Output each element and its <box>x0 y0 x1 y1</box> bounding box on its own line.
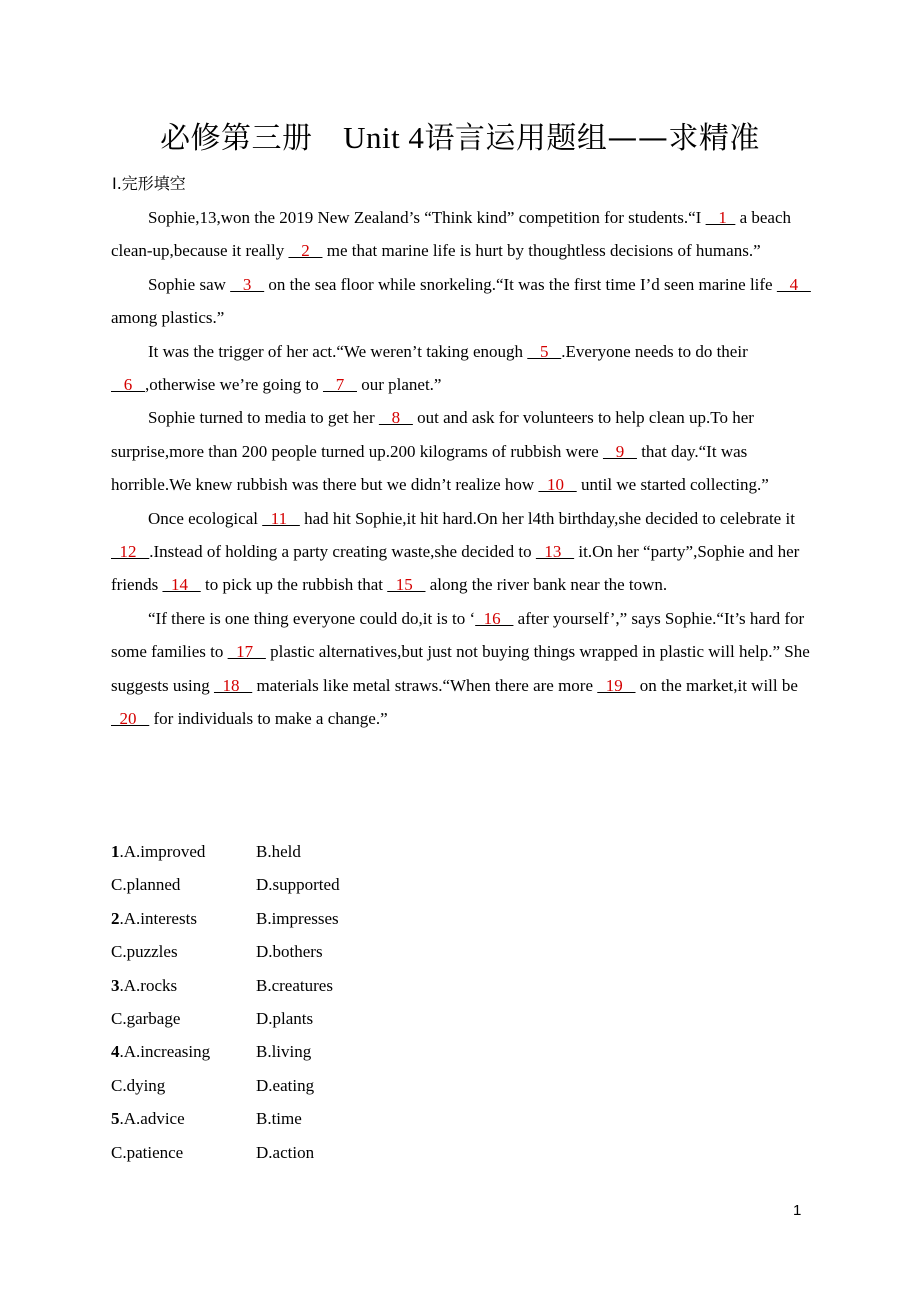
blank-19: 19 <box>597 675 636 695</box>
option-d: D.eating <box>256 1075 315 1095</box>
option-b: B.impresses <box>256 908 339 928</box>
blank-11: 11 <box>262 508 300 528</box>
option-d: D.bothers <box>256 942 323 962</box>
passage-text: plastic alternatives,but just not buying things wrapped in plastic will help.” She suggests using <box>111 642 810 695</box>
passage-text: Once ecological <box>148 508 263 528</box>
option-b: B.time <box>256 1109 302 1129</box>
blank-17: 17 <box>227 642 266 662</box>
passage-text: among plastics.” <box>111 308 225 328</box>
blank-18: 18 <box>213 675 253 695</box>
passage-text: until we started collecting.” <box>576 475 769 495</box>
question-1 <box>111 835 611 902</box>
paragraph-2 <box>111 268 811 335</box>
question-4 <box>111 1035 611 1102</box>
option-c: C.puzzles <box>111 942 178 962</box>
blank-14: 14 <box>162 575 201 595</box>
question-number: 5 <box>111 1109 120 1129</box>
option-a: 5.A.advice <box>111 1109 185 1129</box>
passage-text: a beach clean-up,because it really <box>111 208 792 261</box>
option-d: D.supported <box>256 875 340 895</box>
passage-text: for individuals to make a change.” <box>149 709 388 729</box>
blank-5: 5 <box>527 341 562 361</box>
option-c: C.dying <box>111 1075 166 1095</box>
passage-text: .Instead of holding a party creating waste,she decided to <box>149 542 536 562</box>
paragraph-5 <box>111 502 811 602</box>
blank-12: 12 <box>111 542 150 562</box>
passage-text: “If there is one thing everyone could do,it is to ‘ <box>148 608 476 628</box>
question-number: 2 <box>111 908 120 928</box>
passage-text: along the river bank near the town. <box>425 575 668 595</box>
blank-2: 2 <box>288 241 323 261</box>
passage-text: .Everyone needs to do their <box>561 341 748 361</box>
passage-text: Sophie,13,won the 2019 New Zealand’s “Think kind” competition for students.“I <box>148 208 706 227</box>
passage-text: on the sea floor while snorkeling.“It was the first time I’d seen marine life <box>264 274 777 294</box>
section-heading: Ⅰ.完形填空 <box>112 174 186 193</box>
blank-1: 1 <box>705 208 736 227</box>
passage-text: our planet.” <box>356 375 442 395</box>
passage-text: that day.“It was horrible.We knew rubbish was there but we didn’t realize how <box>111 441 748 495</box>
answer-options <box>111 835 611 1169</box>
option-a: 1.A.improved <box>111 842 206 861</box>
option-b: B.creatures <box>256 975 333 995</box>
blank-13: 13 <box>535 542 575 562</box>
paragraph-3 <box>111 335 811 402</box>
title-unit: Unit 4 <box>343 120 425 155</box>
option-c: C.planned <box>111 875 181 895</box>
passage-text: Sophie turned to media to get her <box>148 408 379 428</box>
blank-6: 6 <box>111 375 145 395</box>
question-number: 3 <box>111 975 120 995</box>
cloze-passage <box>111 201 811 736</box>
option-a: 3.A.rocks <box>111 975 178 995</box>
option-d: D.action <box>256 1142 315 1162</box>
page-title <box>0 116 920 161</box>
passage-text: to pick up the rubbish that <box>200 575 388 595</box>
question-number: 4 <box>111 1042 120 1062</box>
title-prefix: 必修第三册 <box>160 121 313 156</box>
passage-text: out and ask for volunteers to help clean up.To her surprise,more than 200 people turned up.200 kilograms of rubbish were <box>111 408 754 461</box>
option-c: C.garbage <box>111 1008 181 1028</box>
passage-text: It was the trigger of her act.“We weren’t taking enough <box>148 341 528 361</box>
option-b: B.living <box>256 1042 312 1062</box>
blank-4: 4 <box>776 274 811 294</box>
option-b: B.held <box>256 842 301 861</box>
passage-text: materials like metal straws.“When there are more <box>252 675 598 695</box>
passage-text: Sophie saw <box>148 274 231 294</box>
option-a: 2.A.interests <box>111 908 197 928</box>
question-2 <box>111 902 611 969</box>
blank-20: 20 <box>111 709 150 729</box>
page-number: 1 <box>793 1202 802 1219</box>
blank-16: 16 <box>475 608 514 628</box>
passage-text: on the market,it will be <box>635 675 798 695</box>
title-suffix: 语言运用题组——求精准 <box>424 121 760 156</box>
question-3 <box>111 969 611 1036</box>
passage-text: ,otherwise we’re going to <box>145 375 323 395</box>
paragraph-6 <box>111 602 811 736</box>
blank-10: 10 <box>538 475 577 495</box>
paragraph-1 <box>111 201 811 268</box>
option-d: D.plants <box>256 1008 314 1028</box>
question-number: 1 <box>111 842 120 861</box>
blank-3: 3 <box>230 274 265 294</box>
question-5 <box>111 1102 611 1169</box>
passage-text: it.On her “party”,Sophie and her friends <box>111 542 800 595</box>
passage-text: after yourself’,” says Sophie.“It’s hard for some families to <box>111 608 805 662</box>
blank-9: 9 <box>602 441 637 461</box>
option-a: 4.A.increasing <box>111 1042 211 1062</box>
paragraph-4 <box>111 401 811 501</box>
passage-text: had hit Sophie,it hit hard.On her l4th birthday,she decided to celebrate it <box>299 508 795 528</box>
blank-8: 8 <box>378 408 413 428</box>
passage-text: me that marine life is hurt by thoughtless decisions of humans.” <box>322 241 761 261</box>
blank-15: 15 <box>387 575 426 595</box>
blank-7: 7 <box>322 375 357 395</box>
option-c: C.patience <box>111 1142 184 1162</box>
